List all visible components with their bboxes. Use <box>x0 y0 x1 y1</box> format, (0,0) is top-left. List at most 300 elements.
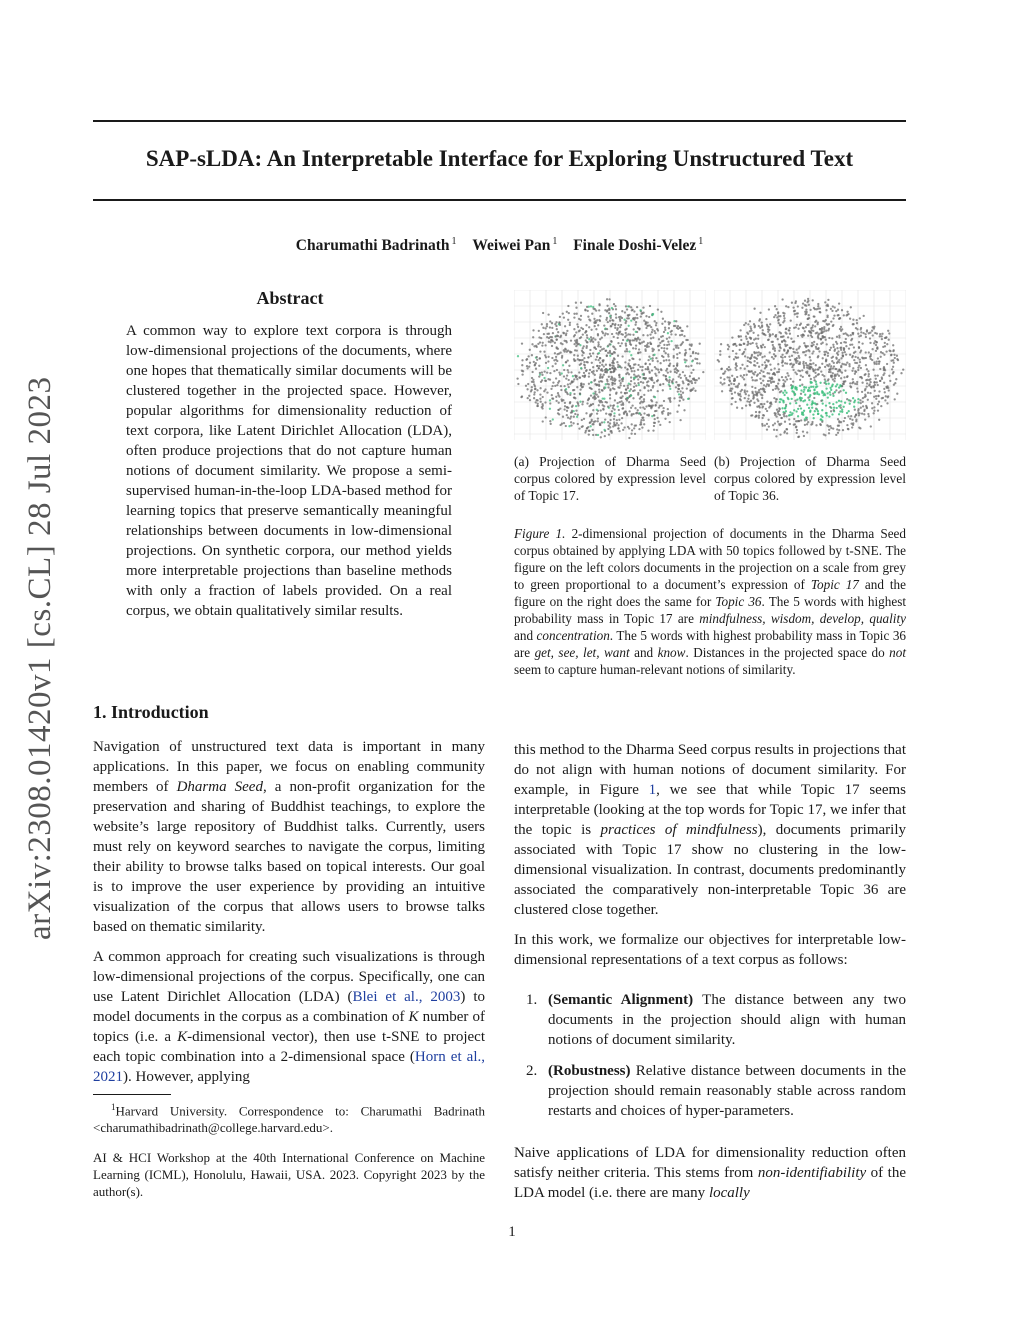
scatter-point <box>606 298 608 300</box>
scatter-point <box>645 315 647 317</box>
scatter-point <box>565 361 567 363</box>
scatter-point <box>873 396 875 398</box>
scatter-point <box>884 391 886 393</box>
scatter-point <box>770 401 772 403</box>
scatter-point <box>874 340 876 342</box>
scatter-point <box>771 381 773 383</box>
scatter-point <box>831 375 833 377</box>
scatter-point <box>779 414 781 416</box>
scatter-point <box>639 406 641 408</box>
scatter-point <box>807 345 809 347</box>
scatter-point <box>553 370 555 372</box>
scatter-point <box>577 414 579 416</box>
scatter-point <box>667 414 669 416</box>
scatter-point <box>533 393 535 395</box>
scatter-point <box>896 393 898 395</box>
scatter-point <box>881 333 883 335</box>
scatter-point <box>650 337 652 339</box>
scatter-point <box>549 372 551 374</box>
scatter-point <box>854 351 856 353</box>
scatter-point <box>565 377 567 379</box>
scatter-point <box>780 332 782 334</box>
scatter-point <box>879 380 881 382</box>
scatter-point <box>790 338 792 340</box>
citation-link[interactable]: Blei et al., 2003 <box>352 989 461 1005</box>
scatter-point <box>613 336 615 338</box>
scatter-point <box>828 432 830 434</box>
scatter-point <box>544 380 546 382</box>
scatter-point <box>582 359 584 361</box>
scatter-point <box>804 418 806 420</box>
scatter-point <box>746 338 748 340</box>
scatter-point <box>765 408 767 410</box>
scatter-point <box>539 398 541 400</box>
scatter-point <box>612 405 614 407</box>
scatter-point <box>536 356 538 358</box>
scatter-point <box>635 321 637 323</box>
scatter-point <box>684 353 686 355</box>
scatter-point <box>902 368 904 370</box>
scatter-point <box>586 334 588 336</box>
scatter-point <box>531 389 533 391</box>
scatter-point <box>594 379 596 381</box>
scatter-point <box>573 396 575 398</box>
scatter-point <box>642 382 644 384</box>
scatter-point <box>851 419 853 421</box>
scatter-point <box>804 311 806 313</box>
scatter-point <box>594 391 596 393</box>
scatter-point <box>769 380 771 382</box>
scatter-point <box>588 326 590 328</box>
scatter-point <box>772 389 774 391</box>
scatter-point <box>865 336 867 338</box>
scatter-point <box>757 334 759 336</box>
scatter-point <box>598 365 600 367</box>
scatter-point <box>759 372 761 374</box>
scatter-point <box>625 344 627 346</box>
scatter-point <box>762 329 764 331</box>
scatter-point <box>783 315 785 317</box>
scatter-point <box>592 370 594 372</box>
scatter-point <box>697 353 699 355</box>
scatter-point <box>618 430 620 432</box>
scatter-point <box>652 357 654 359</box>
scatter-point <box>566 414 568 416</box>
scatter-point <box>545 362 547 364</box>
scatter-point <box>620 422 622 424</box>
scatter-point <box>806 404 808 406</box>
scatter-point <box>817 347 819 349</box>
scatter-point <box>625 398 627 400</box>
scatter-point <box>605 412 607 414</box>
scatter-point <box>807 335 809 337</box>
scatter-point <box>782 401 784 403</box>
scatter-point <box>804 330 806 332</box>
scatter-point <box>741 364 743 366</box>
scatter-point <box>874 390 876 392</box>
scatter-point <box>775 435 777 437</box>
scatter-point <box>631 404 633 406</box>
scatter-point <box>585 339 587 341</box>
scatter-point <box>733 358 735 360</box>
scatter-point <box>735 352 737 354</box>
scatter-point <box>675 386 677 388</box>
scatter-point <box>817 337 819 339</box>
scatter-point <box>828 369 830 371</box>
scatter-point <box>591 313 593 315</box>
scatter-point <box>601 376 603 378</box>
scatter-point <box>778 350 780 352</box>
scatter-point <box>626 317 628 319</box>
scatter-point <box>549 402 551 404</box>
scatter-point <box>647 359 649 361</box>
scatter-point <box>583 383 585 385</box>
scatter-point <box>596 409 598 411</box>
citation-link[interactable]: Horn et al., 2021 <box>93 1049 485 1085</box>
scatter-point <box>669 421 671 423</box>
scatter-point <box>597 324 599 326</box>
scatter-point <box>776 409 778 411</box>
scatter-point <box>627 387 629 389</box>
scatter-point <box>608 309 610 311</box>
scatter-point <box>758 391 760 393</box>
scatter-point <box>537 403 539 405</box>
scatter-point <box>587 316 589 318</box>
scatter-point <box>804 354 806 356</box>
scatter-point <box>633 319 635 321</box>
scatter-point <box>772 344 774 346</box>
scatter-point <box>679 326 681 328</box>
scatter-point <box>839 369 841 371</box>
scatter-point <box>650 343 652 345</box>
scatter-point <box>784 380 786 382</box>
abstract-text: A common way to explore text corpora is through low-dimensional projections of the documents, where one hopes that thematically similar documents will be clustered together in the projected space. However, popular algorithms for dimensionality reduction of text corpora, like Latent Dirichlet Allocation (LDA), often produce projections that do not capture human notions of document similarity. We propose a semi-supervised human-in-the-loop LDA-based method for learning topics that preserve semantically meaningful relationships between documents in low-dimensional projections. On synthetic corpora, our method yields more interpretable projections than baseline methods with only a fraction of labels provided. On a real corpus, we obtain qualitatively similar results. <box>126 323 452 619</box>
scatter-point <box>799 385 801 387</box>
scatter-point <box>835 310 837 312</box>
scatter-point <box>563 408 565 410</box>
scatter-point <box>782 379 784 381</box>
scatter-point <box>578 376 580 378</box>
scatter-point <box>873 412 875 414</box>
scatter-point <box>667 341 669 343</box>
scatter-point <box>780 390 782 392</box>
scatter-point <box>540 337 542 339</box>
scatter-point <box>858 414 860 416</box>
scatter-point <box>533 345 535 347</box>
scatter-point <box>635 412 637 414</box>
scatter-point <box>739 349 741 351</box>
scatter-point <box>621 310 623 312</box>
scatter-point <box>601 364 603 366</box>
scatter-point <box>737 356 739 358</box>
scatter-point <box>562 364 564 366</box>
scatter-point <box>829 349 831 351</box>
scatter-point <box>667 353 669 355</box>
arxiv-stamp: arXiv:2308.01420v1 [cs.CL] 28 Jul 2023 <box>22 376 58 940</box>
scatter-point <box>828 402 830 404</box>
scatter-point <box>664 320 666 322</box>
scatter-point <box>793 351 795 353</box>
scatter-point <box>852 367 854 369</box>
scatter-point <box>668 323 670 325</box>
scatter-point <box>676 345 678 347</box>
scatter-point <box>825 404 827 406</box>
scatter-point <box>634 324 636 326</box>
scatter-point <box>894 398 896 400</box>
scatter-point <box>736 407 738 409</box>
scatter-point <box>552 332 554 334</box>
scatter-point <box>597 341 599 343</box>
scatter-point <box>664 329 666 331</box>
scatter-point <box>643 423 645 425</box>
scatter-point <box>780 423 782 425</box>
scatter-point <box>835 434 837 436</box>
scatter-point <box>893 384 895 386</box>
scatter-point <box>756 375 758 377</box>
scatter-point <box>676 411 678 413</box>
scatter-point <box>745 322 747 324</box>
scatter-point <box>660 311 662 313</box>
scatter-point <box>549 408 551 410</box>
scatter-point <box>744 368 746 370</box>
scatter-point <box>867 413 869 415</box>
scatter-point <box>875 344 877 346</box>
scatter-point <box>692 369 694 371</box>
scatter-point <box>874 374 876 376</box>
scatter-point <box>531 377 533 379</box>
scatter-point <box>580 336 582 338</box>
scatter-point <box>607 405 609 407</box>
scatter-point <box>603 365 605 367</box>
scatter-point <box>563 316 565 318</box>
scatter-point <box>782 361 784 363</box>
scatter-point <box>613 415 615 417</box>
scatter-point <box>759 378 761 380</box>
scatter-point <box>832 372 834 374</box>
scatter-point <box>733 383 735 385</box>
scatter-point <box>628 314 630 316</box>
scatter-point <box>617 324 619 326</box>
scatter-point <box>534 391 536 393</box>
scatter-point <box>826 343 828 345</box>
scatter-point <box>657 360 659 362</box>
scatter-point <box>645 368 647 370</box>
scatter-point <box>660 368 662 370</box>
scatter-point <box>550 423 552 425</box>
scatter-point <box>646 321 648 323</box>
scatter-point <box>658 349 660 351</box>
scatter-point <box>589 387 591 389</box>
scatter-point <box>602 408 604 410</box>
scatter-point <box>781 354 783 356</box>
scatter-point <box>729 380 731 382</box>
scatter-point <box>852 319 854 321</box>
scatter-point <box>527 355 529 357</box>
scatter-point <box>837 432 839 434</box>
scatter-point <box>676 362 678 364</box>
scatter-point <box>800 407 802 409</box>
scatter-point <box>610 371 612 373</box>
scatter-point <box>817 413 819 415</box>
scatter-point <box>516 377 518 379</box>
scatter-point <box>650 405 652 407</box>
scatter-point <box>633 386 635 388</box>
scatter-point <box>836 352 838 354</box>
scatter-point <box>578 427 580 429</box>
scatter-point <box>603 324 605 326</box>
scatter-point <box>626 368 628 370</box>
scatter-point <box>620 400 622 402</box>
objective-item: 2. (Robustness) Relative distance between documents in the projection should remain reasonably stable across random restarts and choices of hyper-parameters. <box>526 1063 906 1119</box>
scatter-point <box>750 400 752 402</box>
scatter-point <box>648 356 650 358</box>
scatter-point <box>631 429 633 431</box>
scatter-point <box>851 356 853 358</box>
scatter-point <box>747 360 749 362</box>
scatter-point <box>773 373 775 375</box>
scatter-point <box>585 330 587 332</box>
scatter-point <box>849 354 851 356</box>
scatter-point <box>734 367 736 369</box>
scatter-point <box>567 383 569 385</box>
scatter-point <box>758 319 760 321</box>
scatter-point <box>803 367 805 369</box>
scatter-point <box>656 328 658 330</box>
scatter-point <box>803 389 805 391</box>
scatter-point <box>592 352 594 354</box>
scatter-point <box>754 364 756 366</box>
scatter-point <box>677 390 679 392</box>
scatter-point <box>783 415 785 417</box>
scatter-point <box>541 371 543 373</box>
scatter-point <box>881 338 883 340</box>
scatter-point <box>551 394 553 396</box>
scatter-point <box>579 393 581 395</box>
scatter-point <box>869 392 871 394</box>
scatter-point <box>541 406 543 408</box>
scatter-point <box>833 409 835 411</box>
scatter-point <box>563 332 565 334</box>
scatter-point <box>791 390 793 392</box>
scatter-point <box>854 399 856 401</box>
scatter-point <box>655 401 657 403</box>
scatter-point <box>665 378 667 380</box>
scatter-point <box>675 320 677 322</box>
scatter-point <box>877 403 879 405</box>
scatter-point <box>643 387 645 389</box>
scatter-point <box>824 320 826 322</box>
scatter-point <box>568 379 570 381</box>
scatter-point <box>717 359 719 361</box>
figure-1a-plot <box>514 290 706 440</box>
scatter-point <box>838 386 840 388</box>
scatter-point <box>668 364 670 366</box>
scatter-point <box>863 315 865 317</box>
scatter-point <box>841 352 843 354</box>
scatter-point <box>614 380 616 382</box>
scatter-point <box>576 386 578 388</box>
scatter-point <box>653 330 655 332</box>
scatter-point <box>629 339 631 341</box>
scatter-point <box>877 374 879 376</box>
scatter-point <box>813 388 815 390</box>
scatter-point <box>539 350 541 352</box>
scatter-point <box>637 392 639 394</box>
scatter-point <box>549 420 551 422</box>
scatter-point <box>859 399 861 401</box>
scatter-point <box>647 334 649 336</box>
scatter-point <box>567 417 569 419</box>
scatter-point <box>552 365 554 367</box>
scatter-point <box>649 333 651 335</box>
scatter-point <box>634 433 636 435</box>
scatter-point <box>592 392 594 394</box>
scatter-point <box>811 402 813 404</box>
scatter-point <box>668 327 670 329</box>
scatter-point <box>581 354 583 356</box>
scatter-point <box>840 326 842 328</box>
scatter-point <box>850 339 852 341</box>
scatter-point <box>556 360 558 362</box>
scatter-point <box>643 373 645 375</box>
scatter-point <box>613 388 615 390</box>
scatter-point <box>606 317 608 319</box>
scatter-point <box>544 388 546 390</box>
scatter-point <box>565 425 567 427</box>
scatter-point <box>814 392 816 394</box>
scatter-point <box>676 365 678 367</box>
scatter-point <box>635 424 637 426</box>
scatter-point <box>564 405 566 407</box>
scatter-point <box>815 364 817 366</box>
scatter-point <box>794 313 796 315</box>
scatter-point <box>527 383 529 385</box>
scatter-point <box>649 305 651 307</box>
scatter-point <box>860 367 862 369</box>
scatter-point <box>873 381 875 383</box>
scatter-point <box>872 369 874 371</box>
scatter-point <box>554 363 556 365</box>
scatter-point <box>785 332 787 334</box>
scatter-point <box>624 350 626 352</box>
scatter-point <box>845 345 847 347</box>
scatter-point <box>646 384 648 386</box>
scatter-point <box>825 387 827 389</box>
scatter-point <box>746 390 748 392</box>
scatter-point <box>663 344 665 346</box>
figure-ref-link[interactable]: 1 <box>648 782 657 798</box>
scatter-point <box>565 388 567 390</box>
scatter-point <box>575 302 577 304</box>
scatter-point <box>622 429 624 431</box>
scatter-point <box>637 337 639 339</box>
scatter-point <box>806 423 808 425</box>
scatter-point <box>878 390 880 392</box>
scatter-point <box>811 345 813 347</box>
scatter-point <box>643 320 645 322</box>
scatter-point <box>863 410 865 412</box>
scatter-point <box>598 367 600 369</box>
scatter-point <box>882 374 884 376</box>
scatter-point <box>844 417 846 419</box>
scatter-point <box>813 341 815 343</box>
scatter-point <box>811 421 813 423</box>
scatter-point <box>619 326 621 328</box>
scatter-point <box>873 406 875 408</box>
scatter-plot-topic-17 <box>514 290 706 440</box>
scatter-point <box>784 407 786 409</box>
scatter-point <box>758 389 760 391</box>
